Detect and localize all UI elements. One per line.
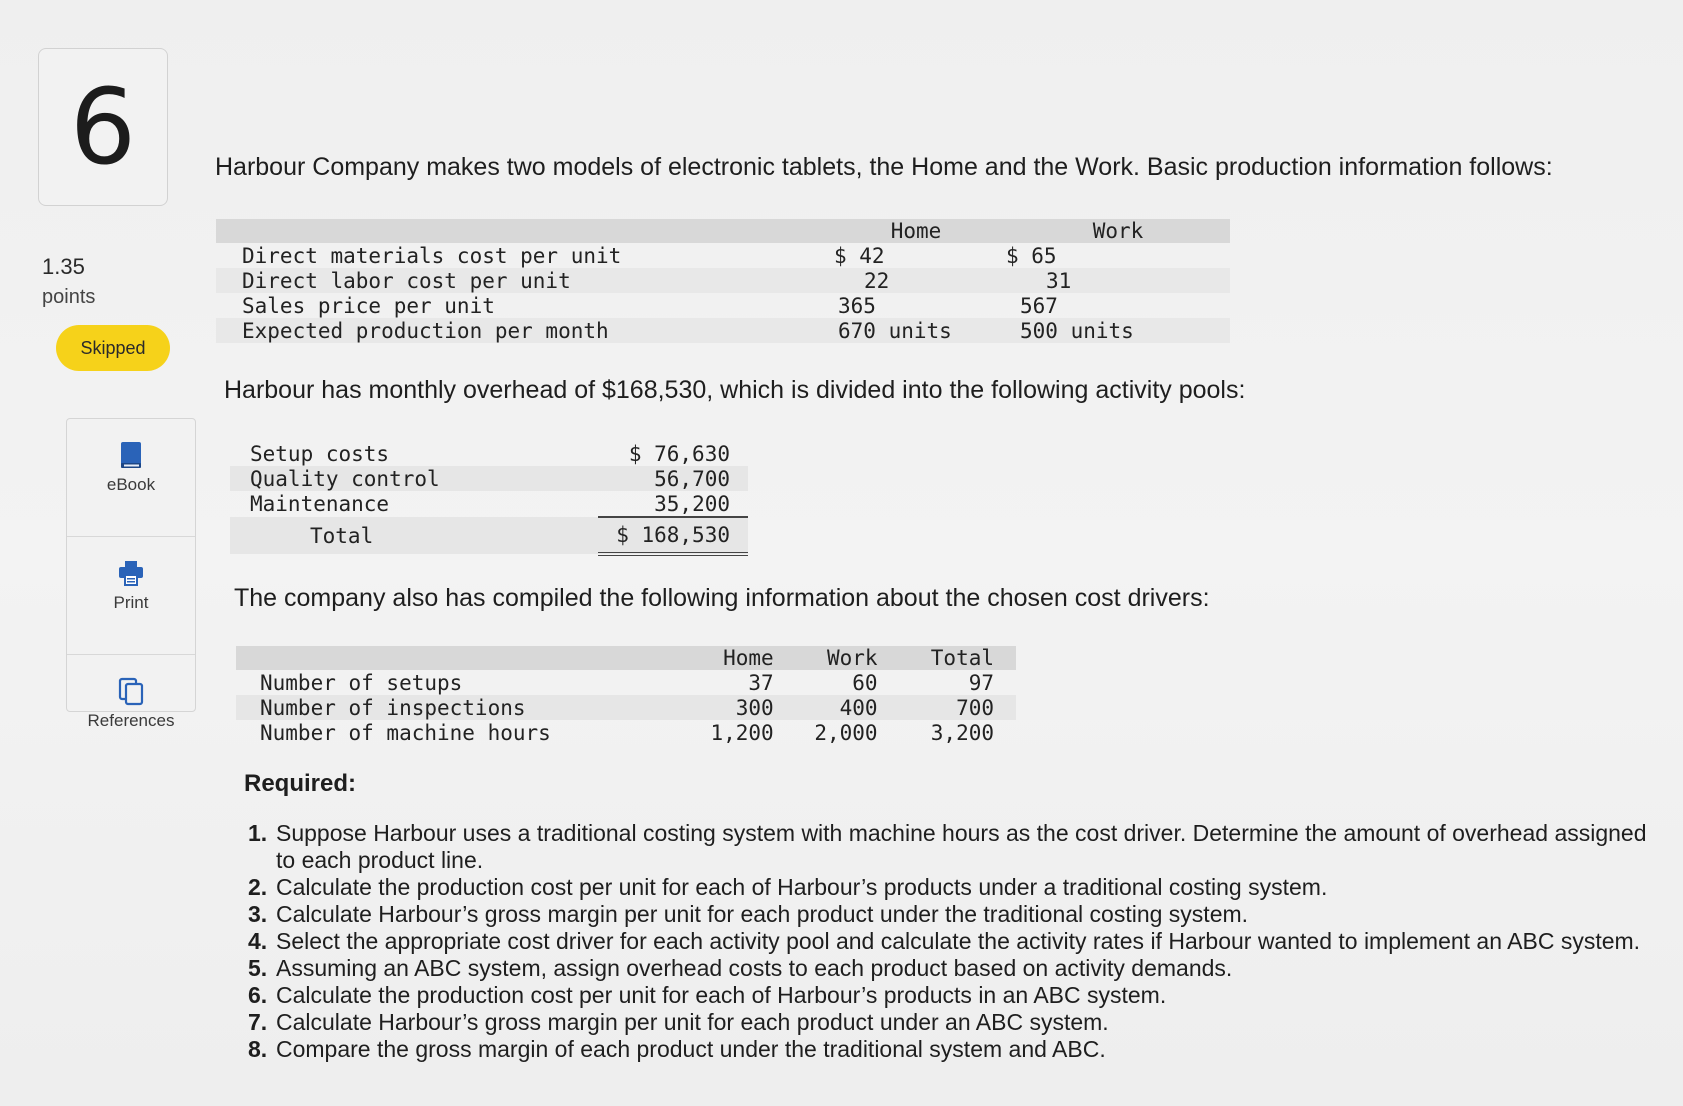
production-header-home: Home (826, 219, 1006, 243)
production-row-home: $ 42 (834, 243, 885, 268)
required-item: 2. Calculate the production cost per unit for each of Harbour’s products under a traditional costing system. (248, 874, 1328, 900)
required-item: 6. Calculate the production cost per unit for each of Harbour’s products in an ABC system. (248, 982, 1167, 1008)
production-header-work: Work (1006, 219, 1230, 243)
production-row-home: 670 units (826, 318, 1006, 343)
production-row-work: 31 (1006, 268, 1230, 293)
pool-label: Setup costs (250, 441, 390, 466)
required-item: 7. Calculate Harbour’s gross margin per unit for each product under an ABC system. (248, 1009, 1109, 1035)
drivers-header-work: Work (796, 646, 900, 670)
driver-total: 97 (968, 670, 994, 695)
driver-work: 400 (796, 695, 900, 720)
required-item: 5. Assuming an ABC system, assign overhead costs to each product based on activity demands. (248, 955, 1233, 981)
ebook-label: eBook (106, 475, 156, 494)
pool-total-amount: $ 168,530 (598, 517, 748, 554)
required-item-text: Suppose Harbour uses a traditional costing system with machine hours as the cost driver. Determine the amount of overhead assigned to each product line. (276, 820, 1647, 873)
production-row-home: 22 (826, 268, 1006, 293)
pool-amount: 56,700 (598, 466, 748, 491)
required-item-text: Calculate the production cost per unit for each of Harbour’s products in an ABC system. (276, 982, 1167, 1008)
overhead-text: Harbour has monthly overhead of $168,530, which is divided into the following activity pools: (224, 376, 1246, 404)
driver-work: 60 (852, 670, 878, 695)
activity-pools-table (230, 441, 748, 556)
points-info (42, 252, 95, 312)
intro-text: Harbour Company makes two models of electronic tablets, the Home and the Work. Basic production information follows: (215, 153, 1553, 181)
pool-label: Quality control (230, 466, 598, 491)
required-item-text: Select the appropriate cost driver for each activity pool and calculate the activity rates if Harbour wanted to implement an ABC system. (276, 928, 1641, 954)
pool-row (230, 441, 748, 466)
required-item-text: Calculate Harbour’s gross margin per unit for each product under an ABC system. (276, 1009, 1109, 1035)
drivers-header-total: Total (900, 646, 1016, 670)
required-item-text: Calculate Harbour’s gross margin per unit for each product under the traditional costing system. (276, 901, 1249, 927)
production-row (216, 243, 1230, 268)
drivers-header-row (236, 646, 1016, 670)
pool-row (230, 466, 748, 491)
driver-home: 1,200 (710, 720, 774, 745)
driver-row (236, 695, 1016, 720)
pool-total-row (230, 517, 748, 554)
references-icon (67, 675, 195, 705)
production-row (216, 293, 1230, 318)
production-row (216, 268, 1230, 293)
drivers-text: The company also has compiled the following information about the chosen cost drivers: (234, 584, 1210, 612)
production-row-home: 365 (838, 293, 876, 318)
production-row-work: 500 units (1006, 318, 1230, 343)
driver-home: 37 (748, 670, 774, 695)
production-row-label: Direct labor cost per unit (216, 268, 826, 293)
driver-label: Number of inspections (236, 695, 699, 720)
pool-total-label: Total (230, 517, 598, 554)
production-header-row (216, 219, 1230, 243)
driver-total: 700 (900, 695, 1016, 720)
production-table (216, 219, 1230, 343)
required-item-text: Assuming an ABC system, assign overhead costs to each product based on activity demands. (276, 955, 1233, 981)
pool-amount: $ 76,630 (628, 441, 730, 466)
tools-panel (66, 418, 196, 730)
references-label: References (87, 711, 175, 730)
production-row-work: 567 (1020, 293, 1058, 318)
driver-total: 3,200 (930, 720, 994, 745)
production-row-label: Expected production per month (216, 318, 826, 343)
pool-amount: 35,200 (598, 491, 748, 517)
cost-drivers-table (236, 646, 1016, 745)
production-row (216, 318, 1230, 343)
driver-label: Number of setups (260, 670, 463, 695)
drivers-header-home: Home (699, 646, 796, 670)
driver-label: Number of machine hours (260, 720, 551, 745)
printer-icon (67, 557, 195, 587)
required-item: 8. Compare the gross margin of each product under the traditional system and ABC. (248, 1036, 1106, 1062)
ebook-icon (67, 439, 195, 469)
driver-row (236, 670, 1016, 695)
required-item: 1. Suppose Harbour uses a traditional costing system with machine hours as the cost driver. Determine the amount of overhead assigned to each product line. (248, 820, 1647, 873)
production-row-label: Sales price per unit (242, 293, 495, 318)
ebook-button[interactable] (67, 439, 195, 537)
print-button[interactable] (67, 557, 195, 655)
required-item-text: Compare the gross margin of each product under the traditional system and ABC. (276, 1036, 1106, 1062)
driver-home: 300 (699, 695, 796, 720)
pool-row (230, 491, 748, 517)
production-row-work: $ 65 (1006, 243, 1057, 268)
question-number: 6 (38, 48, 168, 206)
points-value: 1.35 (42, 254, 85, 279)
references-button[interactable] (67, 675, 195, 772)
status-badge: Skipped (56, 325, 170, 371)
pool-label: Maintenance (250, 492, 390, 516)
points-label: points (42, 286, 96, 308)
required-item: 3. Calculate Harbour’s gross margin per unit for each product under the traditional costing system. (248, 901, 1249, 927)
print-label: Print (113, 593, 149, 612)
driver-row (236, 720, 1016, 745)
driver-work: 2,000 (814, 720, 878, 745)
required-heading: Required: (244, 770, 357, 797)
production-row-label: Direct materials cost per unit (242, 243, 622, 268)
required-item-text: Calculate the production cost per unit for each of Harbour’s products under a traditional costing system. (276, 874, 1328, 900)
required-item: 4. Select the appropriate cost driver for each activity pool and calculate the activity rates if Harbour wanted to implement an ABC system. (248, 928, 1641, 954)
required-list (248, 820, 1648, 1063)
